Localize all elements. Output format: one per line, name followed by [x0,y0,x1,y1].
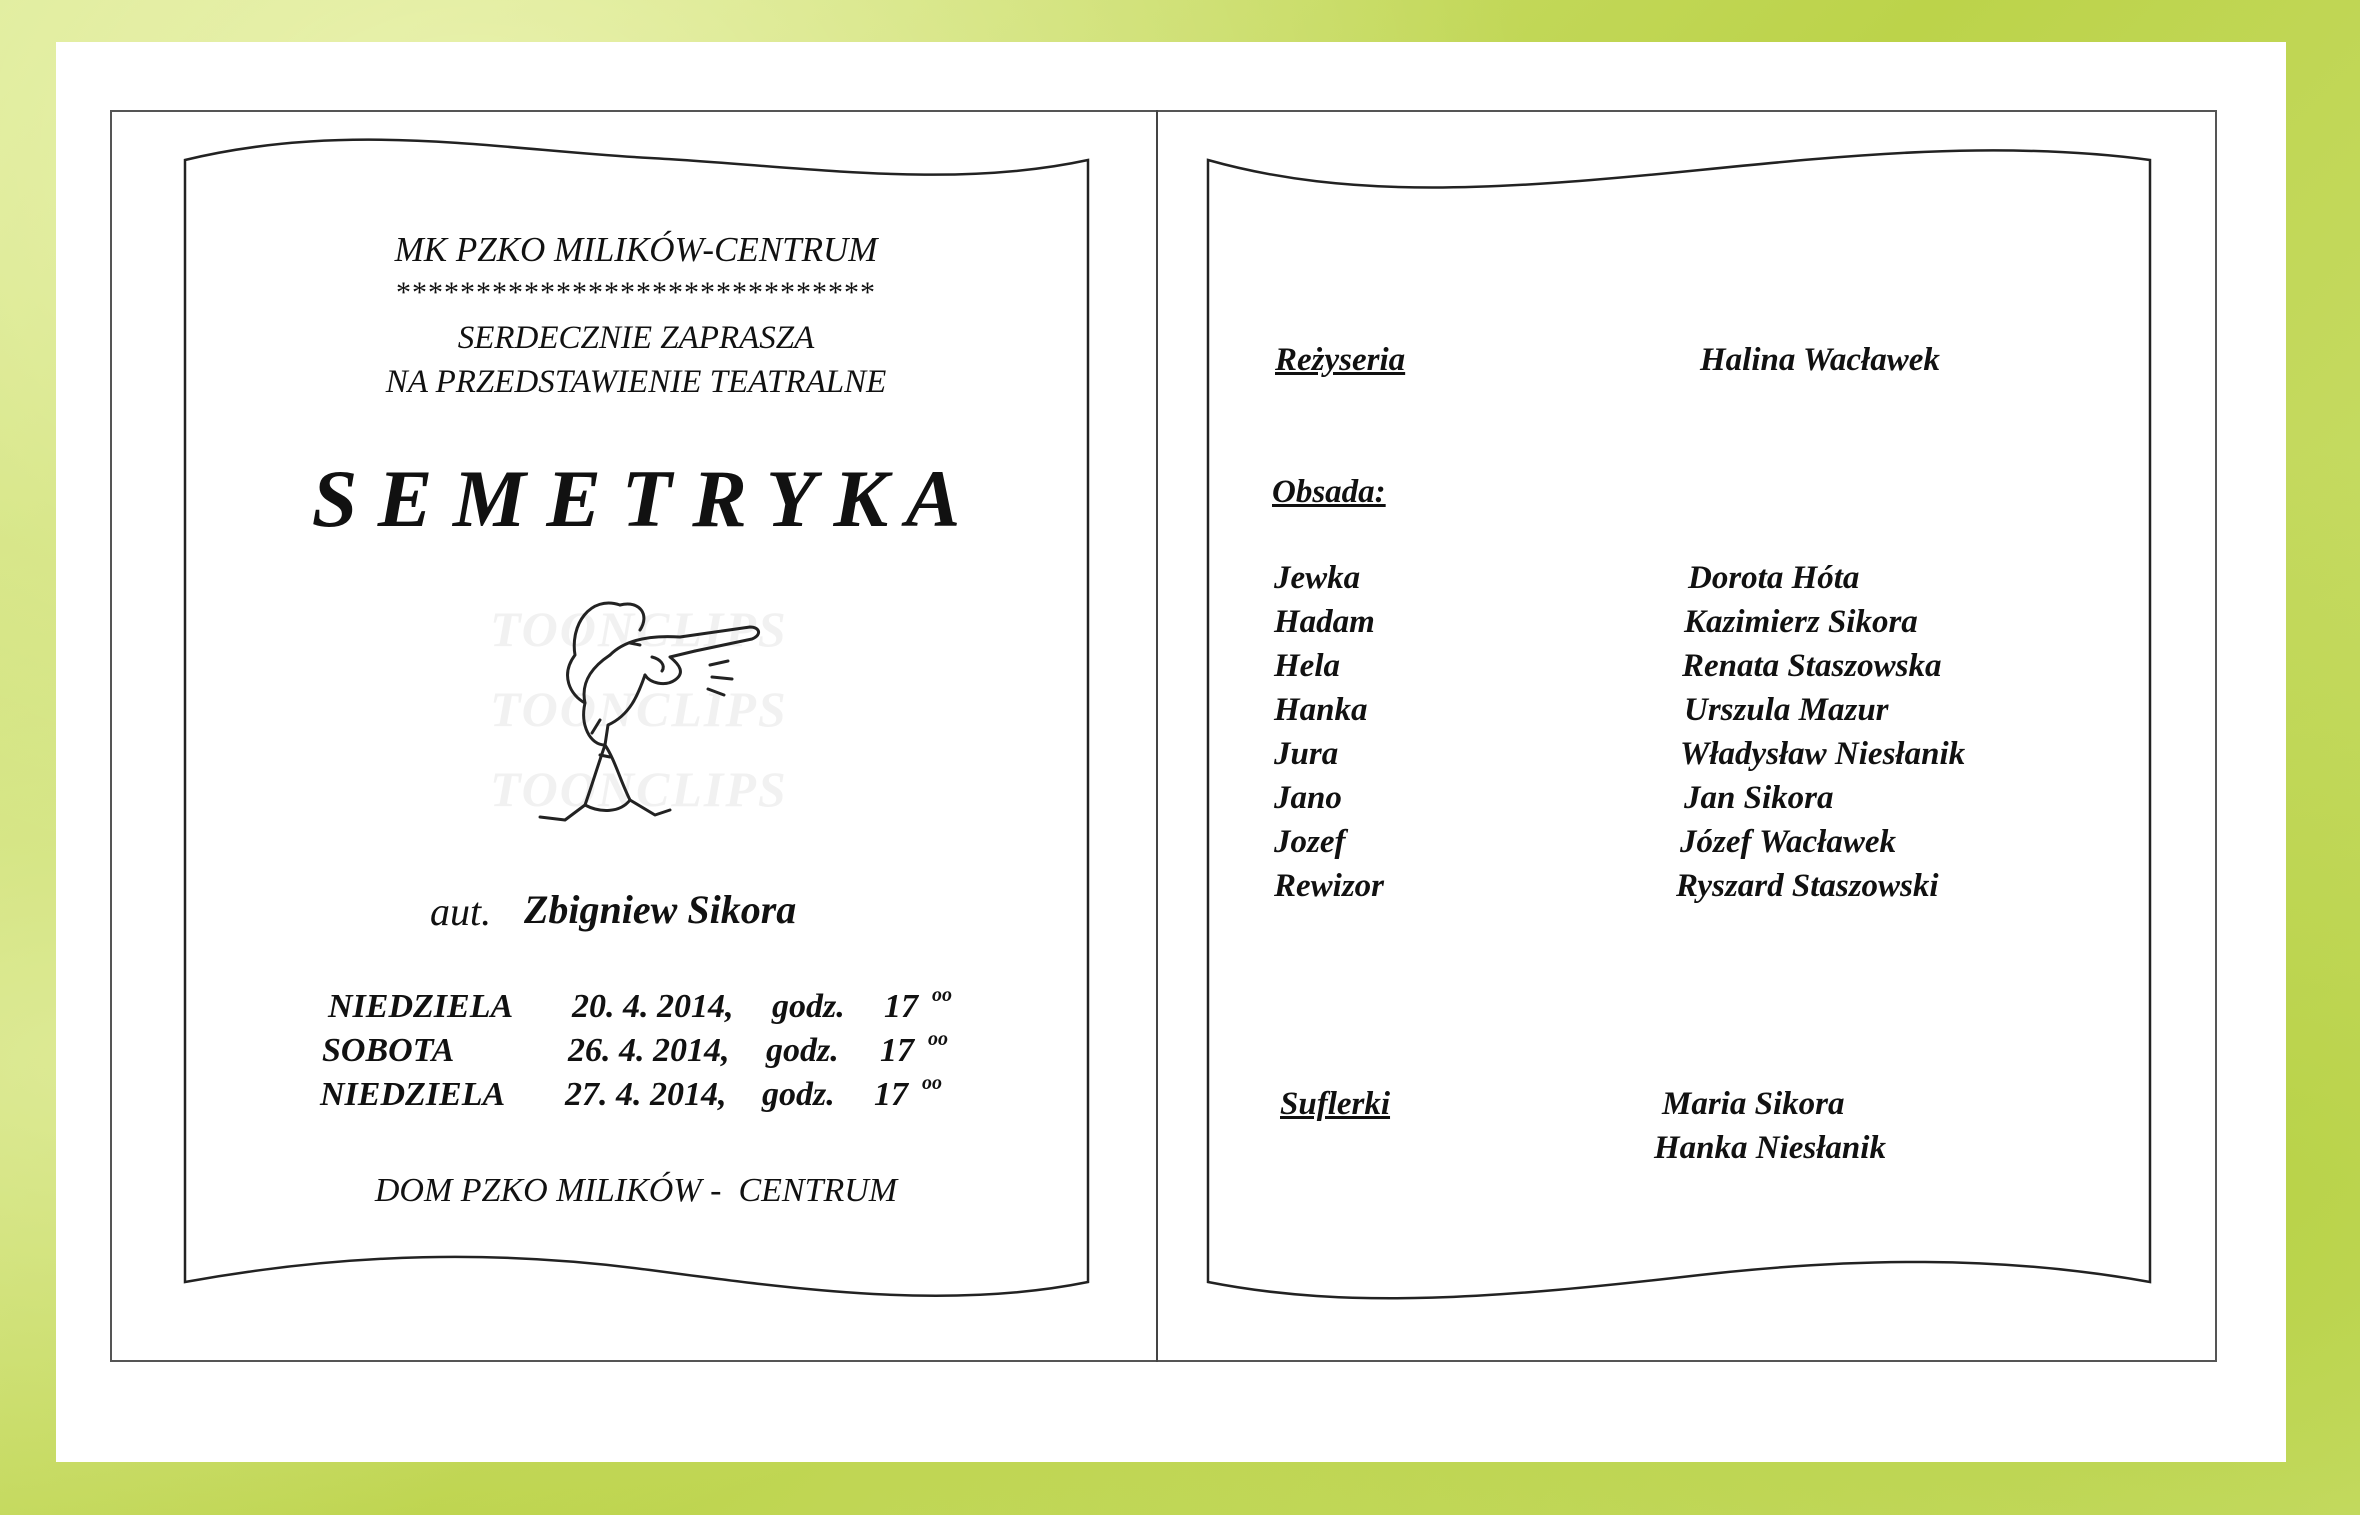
prompter-label: Suflerki [1280,1086,1391,1122]
cast-role: Hanka [1274,692,1368,728]
cast-label: Obsada: [1272,474,1386,510]
venue-line: DOM PZKO MILIKÓW - CENTRUM [374,1172,898,1209]
performance-day: SOBOTA [322,1032,455,1069]
direction-label: Reżyseria [1275,342,1406,378]
cast-actor: Urszula Mazur [1684,692,1889,728]
cast-role: Hadam [1274,604,1375,640]
director-name: Halina Wacławek [1700,342,1940,378]
performance-row [328,988,513,1026]
watermark-line-3: TOONCLIPS [490,761,788,817]
performance-time-label: godz. [762,1076,835,1113]
cast-actor: Dorota Hóta [1688,560,1860,596]
cast-actor: Ryszard Staszowski [1676,868,1939,904]
performance-minutes: oo [922,1072,942,1094]
author-prefix: aut. [430,889,492,934]
cast-role: Jewka [1274,560,1361,596]
performance-day: NIEDZIELA [328,988,514,1025]
performance-time-label: godz. [766,1032,839,1069]
play-title: S E M E T R Y K A [311,453,961,544]
cast-role: Jura [1274,736,1339,772]
performance-time-label: godz. [772,988,845,1025]
organizer-line: MK PZKO MILIKÓW-CENTRUM [394,230,878,269]
performance-hour: 17 [884,988,918,1025]
performance-minutes: oo [932,984,952,1006]
cast-actor: Władysław Niesłanik [1680,736,1966,772]
performance-date: 20. 4. 2014, [572,988,734,1025]
stars-divider: ****************************** [396,276,876,309]
prompter-name: Maria Sikora [1662,1086,1845,1122]
prompter-name: Hanka Niesłanik [1654,1130,1886,1166]
cast-actor: Jan Sikora [1684,780,1834,816]
watermark-line-1: TOONCLIPS [490,601,788,657]
invite-line-2: NA PRZEDSTAWIENIE TEATRALNE [385,364,887,400]
cast-actor: Kazimierz Sikora [1684,604,1918,640]
author-name: Zbigniew Sikora [524,887,797,932]
cast-role: Jozef [1274,824,1346,860]
performance-row [320,1076,505,1114]
performance-hour: 17 [880,1032,914,1069]
performance-row [322,1032,454,1070]
watermark-line-2: TOONCLIPS [490,681,788,737]
cast-role: Jano [1274,780,1342,816]
performance-minutes: oo [928,1028,948,1050]
performance-hour: 17 [874,1076,908,1113]
performance-date: 27. 4. 2014, [565,1076,727,1113]
woman-drawing [480,585,790,840]
clipart-shouting-woman [480,585,790,840]
performance-day: NIEDZIELA [320,1076,506,1113]
performance-date: 26. 4. 2014, [568,1032,730,1069]
cast-actor: Józef Wacławek [1680,824,1896,860]
cast-role: Hela [1274,648,1340,684]
invite-line-1: SERDECZNIE ZAPRASZA [457,320,815,356]
cast-actor: Renata Staszowska [1682,648,1942,684]
cast-role: Rewizor [1274,868,1385,904]
